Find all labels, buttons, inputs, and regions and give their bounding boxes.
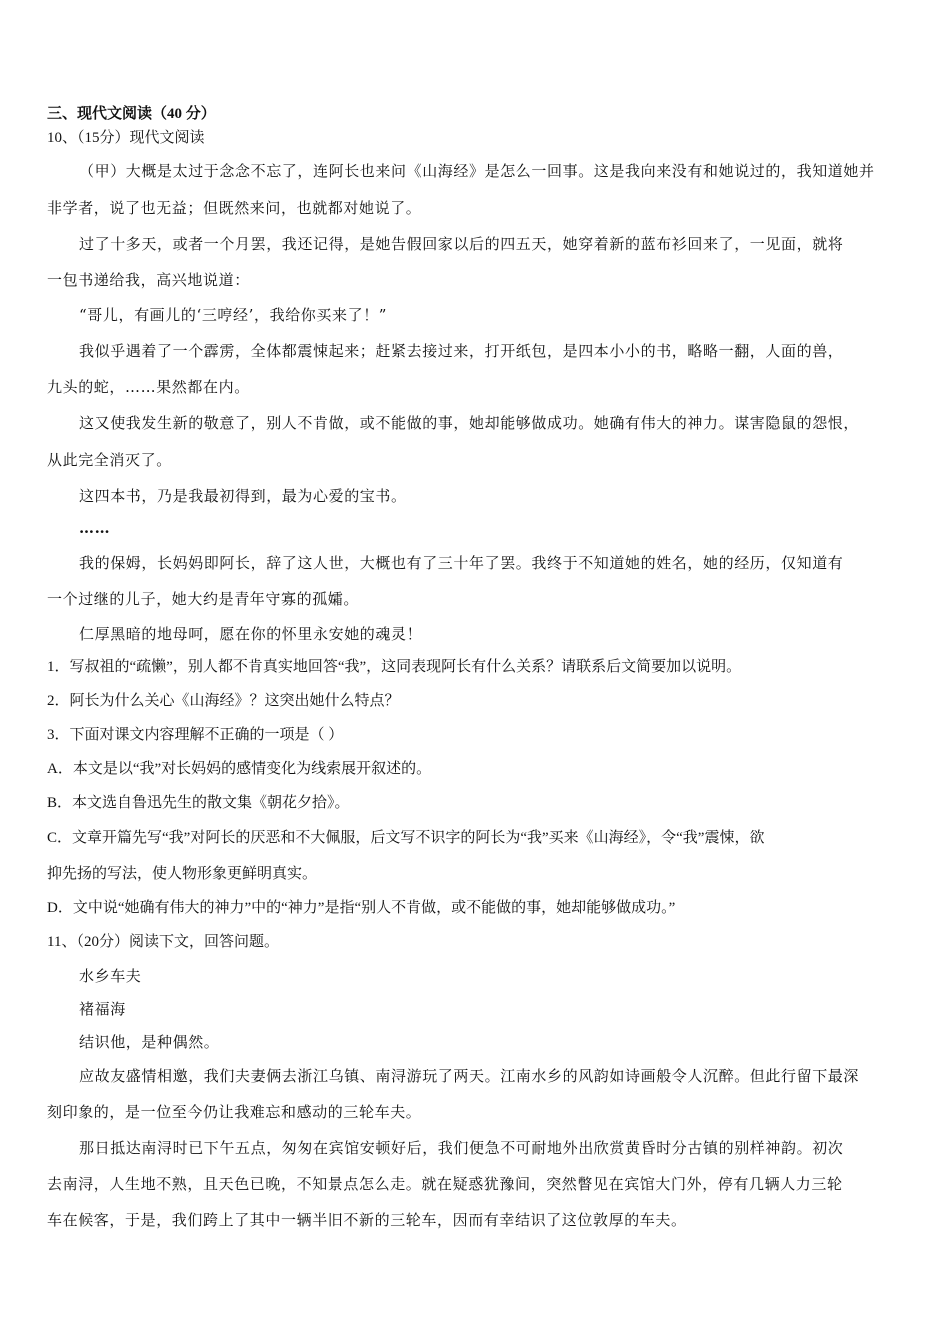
article-title: 水乡车夫	[79, 967, 142, 985]
passage-line: 我似乎遇着了一个霹雳，全体都震悚起来；赶紧去接过来，打开纸包，是四本小小的书，略略一翻，人面的兽，	[79, 342, 844, 360]
passage-line: 这四本书，乃是我最初得到，最为心爱的宝书。	[79, 487, 407, 505]
question-1: 1．写叔祖的“疏懒”，别人都不肯真实地回答“我”，这同表现阿长有什么关系？请联系后文简要加以说明。	[47, 659, 742, 675]
passage-line: 刻印象的，是一位至今仍让我难忘和感动的三轮车夫。	[47, 1103, 422, 1121]
passage-line: 一个过继的儿子，她大约是青年守寡的孤孀。	[47, 590, 360, 608]
passage-line: 去南浔，人生地不熟，且天色已晚，不知景点怎么走。就在疑惑犹豫间，突然瞥见在宾馆大门外，停有几辆人力三轮	[47, 1175, 843, 1193]
option-c-cont: 抑先扬的写法，使人物形象更鲜明真实。	[47, 866, 318, 882]
passage-line: 我的保姆，长妈妈即阿长，辞了这人世，大概也有了三十年了罢。我终于不知道她的姓名，她的经历，仅知道有	[79, 554, 844, 572]
q11-header: 11、（20分）阅读下文，回答问题。	[47, 934, 279, 950]
passage-line: 这又使我发生新的敬意了，别人不肯做，或不能做的事，她却能够做成功。她确有伟大的神力。谋害隐鼠的怨恨，	[79, 414, 860, 432]
q10-header: 10、（15分）现代文阅读	[47, 130, 205, 146]
option-b: B．本文选自鲁迅先生的散文集《朝花夕拾》。	[47, 795, 350, 811]
passage-line: “哥儿，有画儿的‘三哼经’，我给你买来了！”	[79, 306, 388, 324]
passage-line: 结识他，是种偶然。	[79, 1033, 220, 1051]
passage-ellipsis: ……	[79, 519, 111, 537]
option-a: A．本文是以“我”对长妈妈的感情变化为线索展开叙述的。	[47, 761, 432, 777]
option-c: C．文章开篇先写“我”对阿长的厌恶和不大佩服，后文写不识字的阿长为“我”买来《山海经》，令“我”震悚，欲	[47, 830, 765, 846]
passage-line: 从此完全消灭了。	[47, 451, 172, 469]
passage-line: 仁厚黑暗的地母呵，愿在你的怀里永安她的魂灵！	[79, 625, 423, 643]
passage-line: 那日抵达南浔时已下午五点，匆匆在宾馆安顿好后，我们便急不可耐地外出欣赏黄昏时分古镇的别样神韵。初次	[79, 1139, 844, 1157]
question-3: 3．下面对课文内容理解不正确的一项是（ ）	[47, 727, 344, 743]
passage-line: 一包书递给我，高兴地说道：	[47, 271, 250, 289]
question-2: 2．阿长为什么关心《山海经》？这突出她什么特点？	[47, 693, 400, 709]
section-title: 三、现代文阅读（40 分）	[47, 106, 216, 122]
passage-line: 应故友盛情相邀，我们夫妻俩去浙江乌镇、南浔游玩了两天。江南水乡的风韵如诗画般令人沉醉。但此行留下最深	[79, 1067, 860, 1085]
passage-line: 车在候客，于是，我们跨上了其中一辆半旧不新的三轮车，因而有幸结识了这位敦厚的车夫。	[47, 1211, 687, 1229]
passage-line: 非学者，说了也无益；但既然来问，也就都对她说了。	[47, 199, 422, 217]
article-author: 褚福海	[79, 1000, 126, 1018]
passage-line: 过了十多天，或者一个月罢，我还记得，是她告假回家以后的四五天，她穿着新的蓝布衫回来了，一见面，就将	[79, 235, 844, 253]
option-d: D．文中说“她确有伟大的神力”中的“神力”是指“别人不肯做，或不能做的事，她却能够做成功。”	[47, 900, 676, 916]
passage-line: 九头的蛇，……果然都在内。	[47, 378, 250, 396]
passage-line: （甲）大概是太过于念念不忘了，连阿长也来问《山海经》是怎么一回事。这是我向来没有和她说过的，我知道她并	[79, 162, 875, 180]
